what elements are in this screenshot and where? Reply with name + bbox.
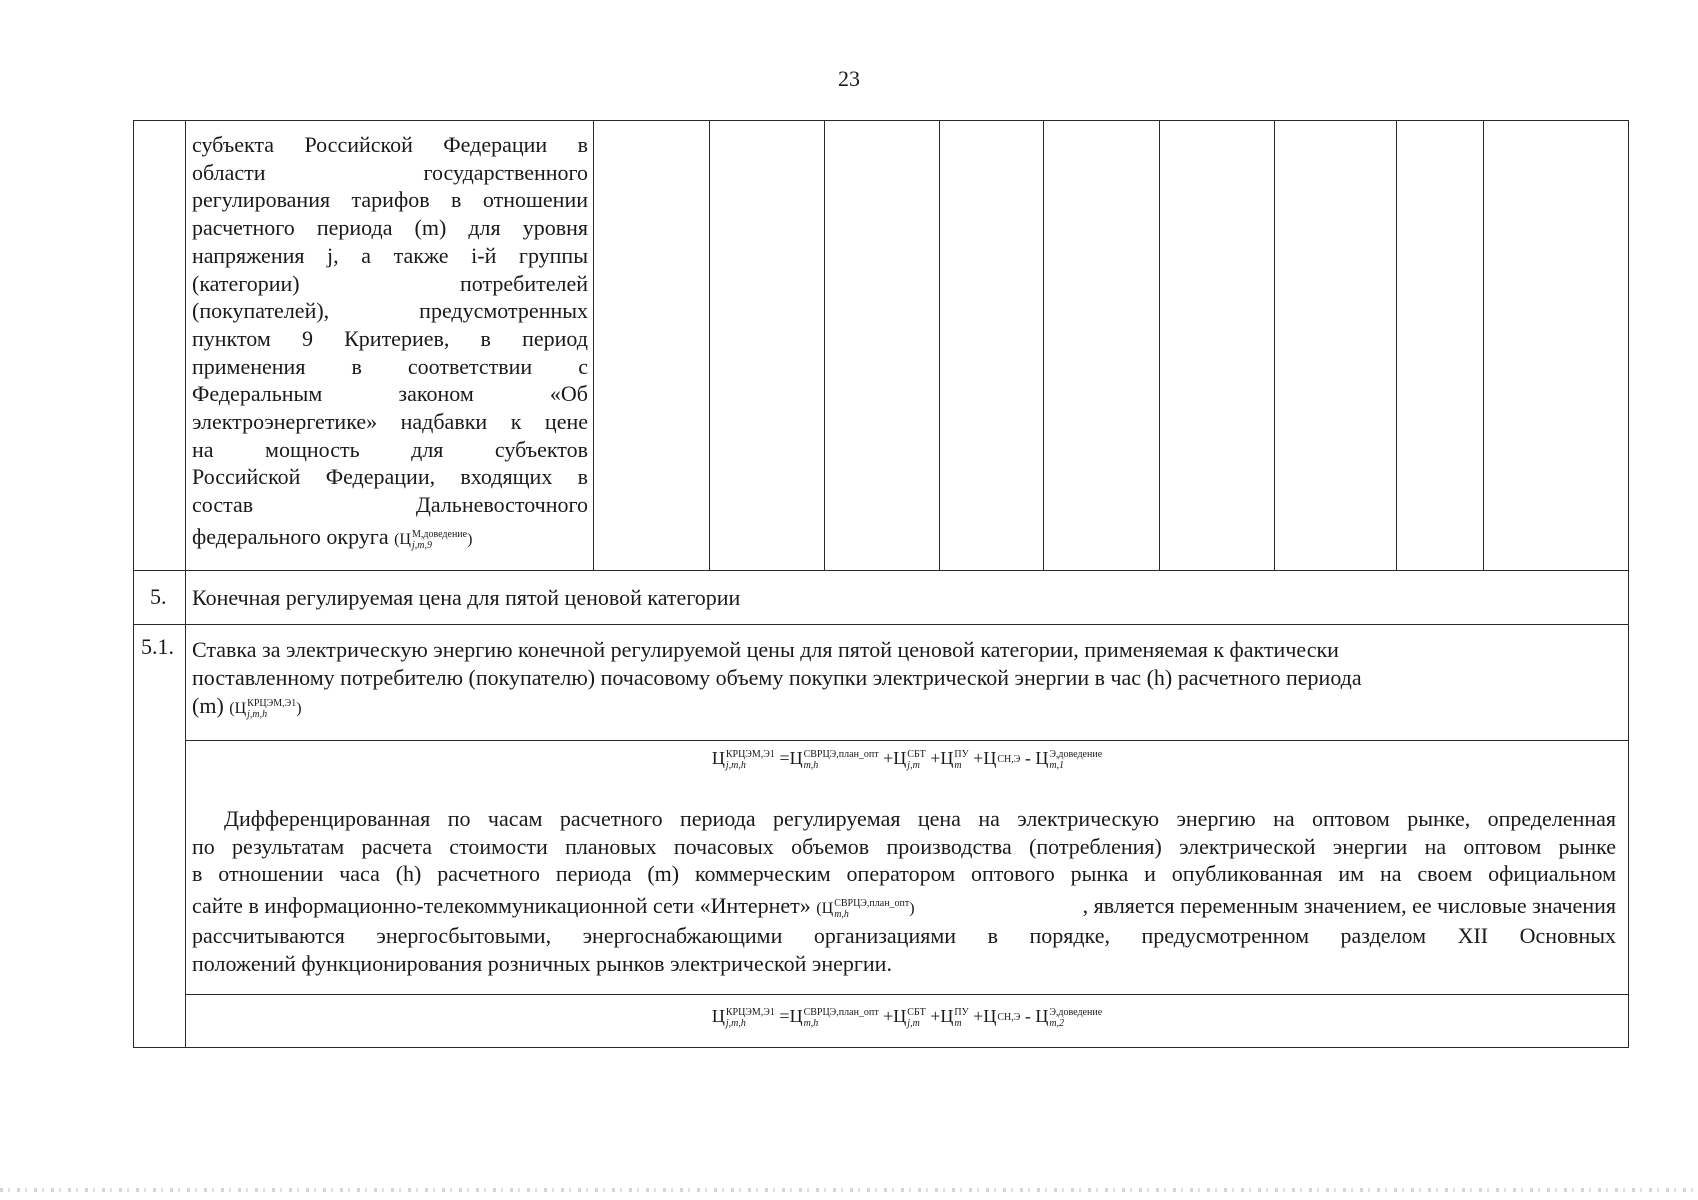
symbol-sup: ПУ bbox=[954, 1006, 969, 1018]
formula-lhs: Ц КРЦЭМ,Э1 j,m,h bbox=[711, 748, 775, 771]
symbol-sup: СБТ bbox=[907, 1006, 926, 1018]
symbol-sup: КРЦЭМ,Э1 bbox=[247, 698, 297, 710]
symbol-sub: m,h bbox=[834, 908, 849, 920]
text-line: на мощность для субъектов bbox=[192, 436, 588, 462]
symbol-sup: СН,Э bbox=[997, 754, 1021, 766]
formula-term: +Ц ПУ m bbox=[930, 1006, 969, 1029]
symbol-sup: СВРЦЭ,план_опт bbox=[803, 748, 879, 760]
symbol-sup: Э,доведение bbox=[1049, 1006, 1103, 1018]
operator: + bbox=[883, 1006, 894, 1026]
text-line: положений функционирования розничных рынков электрической энергии. bbox=[192, 950, 892, 976]
row4-col-divider bbox=[939, 120, 940, 570]
row4-col-divider bbox=[709, 120, 710, 570]
symbol-sup: КРЦЭМ,Э1 bbox=[725, 748, 775, 760]
text-line: (покупателей), предусмотренных bbox=[192, 298, 588, 324]
symbol-sub: j,m,9 bbox=[411, 540, 432, 552]
symbol-sub: m,h bbox=[803, 759, 819, 771]
row4-description bbox=[192, 131, 588, 554]
text-line: области государственного bbox=[192, 159, 588, 185]
text-fragment: , является переменным значением, ее числовые значения bbox=[1082, 892, 1616, 918]
row4-col-divider bbox=[185, 120, 186, 1048]
row5-title: Конечная регулируемая цена для пятой ценовой категории bbox=[192, 585, 741, 610]
row-divider bbox=[133, 624, 1629, 625]
symbol-sup: СВРЦЭ,план_опт bbox=[834, 897, 910, 909]
symbol-sup: ПУ bbox=[954, 748, 969, 760]
math-symbol: (Ц М,доведение j,m,9 ) bbox=[394, 529, 473, 552]
text-line: (категории) потребителей bbox=[192, 270, 588, 296]
scan-artifact bbox=[0, 1188, 1698, 1192]
text-line: в отношении часа (h) расчетного периода (m) коммерческим оператором оптового рынка и опубликованная им на своем официальном bbox=[192, 861, 1616, 886]
math-symbol: (Ц СВРЦЭ,план_опт m,h ) bbox=[816, 897, 915, 920]
formula-term: - Ц Э,доведение m,1 bbox=[1024, 748, 1103, 771]
text-line bbox=[192, 892, 1616, 923]
formula-term: =Ц СВРЦЭ,план_опт m,h bbox=[779, 748, 879, 771]
symbol-sub: m,1 bbox=[1049, 759, 1065, 771]
text-line: Дифференцированная по часам расчетного периода регулируемая цена на электрическую энергию на оптовом рынке, определенная bbox=[224, 806, 1616, 831]
text-line: напряжения j, а также i-й группы bbox=[192, 242, 588, 268]
symbol-sub: m bbox=[954, 759, 962, 771]
explanation-paragraph bbox=[192, 805, 1616, 977]
text-line: электроэнергетике» надбавки к цене bbox=[192, 409, 588, 435]
row4-col-divider bbox=[593, 120, 594, 570]
symbol-sub: j,m,h bbox=[725, 1017, 746, 1029]
row4-col-divider bbox=[1043, 120, 1044, 570]
symbol-sup: М,доведение bbox=[411, 529, 468, 541]
formula-term: +Ц СБТ j,m bbox=[883, 748, 926, 771]
text-line: Федеральным законом «Об bbox=[192, 381, 588, 407]
symbol-sup: Э,доведение bbox=[1049, 748, 1103, 760]
operator: - bbox=[1024, 1006, 1031, 1026]
operator: + bbox=[973, 1006, 984, 1026]
text-line: расчетного периода (m) для уровня bbox=[192, 215, 588, 241]
text-line bbox=[192, 523, 588, 554]
text-line: состав Дальневосточного bbox=[192, 492, 588, 518]
symbol-sup: СВРЦЭ,план_опт bbox=[803, 1006, 879, 1018]
operator: + bbox=[973, 748, 984, 768]
symbol-base: Ц bbox=[399, 530, 411, 548]
formula-2 bbox=[185, 1006, 1629, 1029]
text-line: Ставка за электрическую энергию конечной регулируемой цены для пятой ценовой категории, применяемая к фактически bbox=[192, 637, 1339, 662]
symbol-sub: j,m,h bbox=[247, 709, 268, 721]
row-divider bbox=[185, 740, 1629, 741]
text-line: регулирования тарифов в отношении bbox=[192, 187, 588, 213]
row4-col-divider bbox=[824, 120, 825, 570]
row51-number: 5.1. bbox=[141, 634, 174, 659]
formula-term: +Ц СН,Э bbox=[973, 748, 1021, 768]
row4-col-divider bbox=[1483, 120, 1484, 570]
operator: + bbox=[930, 748, 941, 768]
symbol-sub: j,m bbox=[907, 1017, 920, 1029]
symbol-sub: m bbox=[954, 1017, 962, 1029]
operator: = bbox=[779, 748, 790, 768]
row5-number: 5. bbox=[150, 584, 167, 609]
row4-col-divider bbox=[1274, 120, 1275, 570]
formula-term: +Ц СН,Э bbox=[973, 1006, 1021, 1026]
text-line: по результатам расчета стоимости плановых почасовых объемов производства (потребления) электрической энергии на оптовом рынке bbox=[192, 833, 1616, 859]
formula-term: +Ц ПУ m bbox=[930, 748, 969, 771]
symbol-sub: j,m bbox=[907, 759, 920, 771]
formula-1 bbox=[185, 748, 1629, 771]
text-fragment: (m) bbox=[192, 693, 224, 718]
row51-description bbox=[192, 636, 1612, 723]
operator: - bbox=[1024, 748, 1031, 768]
text-fragment: сайте в информационно-телекоммуникационной сети «Интернет» bbox=[192, 892, 811, 918]
text-line bbox=[192, 692, 1612, 723]
text-line: пунктом 9 Критериев, в период bbox=[192, 325, 588, 351]
row4-col-divider bbox=[1159, 120, 1160, 570]
text-line: рассчитываются энергосбытовыми, энергоснабжающими организациями в порядке, предусмотренном разделом XII Основных bbox=[192, 923, 1616, 948]
symbol-sub: m,2 bbox=[1049, 1017, 1065, 1029]
operator: = bbox=[779, 1006, 790, 1026]
row-divider bbox=[185, 994, 1629, 995]
row-divider bbox=[133, 570, 1629, 571]
symbol-sup: СБТ bbox=[907, 748, 926, 760]
formula-lhs: Ц КРЦЭМ,Э1 j,m,h bbox=[711, 1006, 775, 1029]
math-symbol: (Ц КРЦЭМ,Э1 j,m,h ) bbox=[229, 698, 302, 721]
text-fragment bbox=[192, 892, 915, 923]
text-fragment: федерального округа bbox=[192, 523, 389, 549]
formula-term: - Ц Э,доведение m,2 bbox=[1024, 1006, 1103, 1029]
symbol-sup: СН,Э bbox=[997, 1012, 1021, 1024]
text-line: Российской Федерации, входящих в bbox=[192, 464, 588, 490]
symbol-sub: m,h bbox=[803, 1017, 819, 1029]
text-line: субъекта Российской Федерации в bbox=[192, 132, 588, 157]
row4-col-divider bbox=[1396, 120, 1397, 570]
page-number: 23 bbox=[838, 66, 860, 91]
formula-term: +Ц СБТ j,m bbox=[883, 1006, 926, 1029]
formula-term: =Ц СВРЦЭ,план_опт m,h bbox=[779, 1006, 879, 1029]
operator: + bbox=[930, 1006, 941, 1026]
symbol-sub: j,m,h bbox=[725, 759, 746, 771]
operator: + bbox=[883, 748, 894, 768]
text-line: применения в соответствии с bbox=[192, 353, 588, 379]
symbol-sup: КРЦЭМ,Э1 bbox=[725, 1006, 775, 1018]
text-line: поставленному потребителю (покупателю) почасовому объему покупки электрической энергии в час (h) расчетного периода bbox=[192, 665, 1362, 690]
